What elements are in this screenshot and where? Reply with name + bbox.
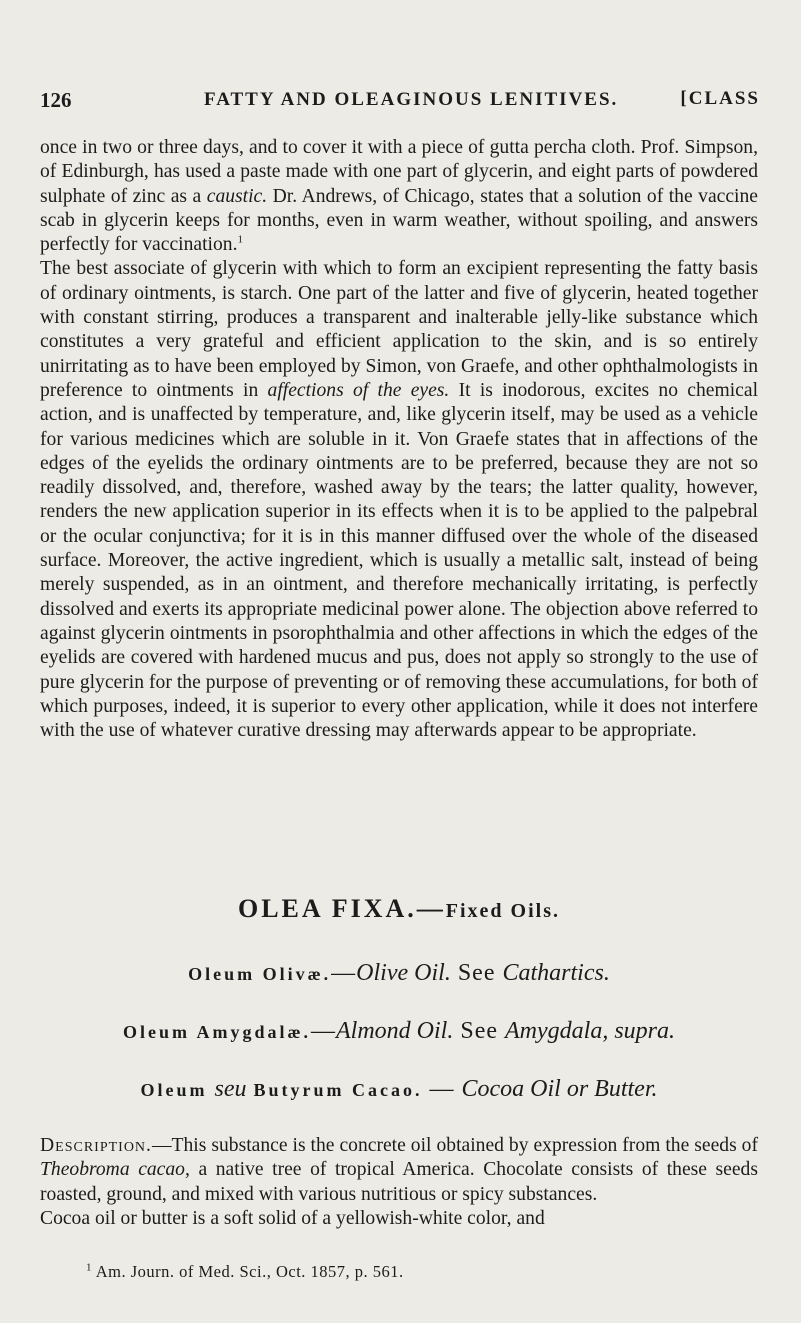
footnote-mark: 1 bbox=[86, 1261, 92, 1274]
body-text bbox=[40, 136, 758, 743]
class-mark: [CLASS bbox=[680, 88, 760, 109]
italic-term: affections of the eyes. bbox=[267, 379, 450, 401]
entry-latin-name: Oleum Amygdalæ. bbox=[123, 1022, 312, 1042]
entry-seu: seu bbox=[214, 1076, 247, 1102]
entry-cross-reference[interactable]: Amygdala, supra. bbox=[505, 1018, 675, 1044]
entry-cross-reference[interactable]: Cathartics. bbox=[502, 960, 610, 986]
text-run: Dr. Andrews, of Chicago, states that a solution of the vaccine scab in glycerin keeps for months, even in warm weather, without spoiling, and answers perfectly for vaccination. bbox=[40, 185, 758, 256]
description-block bbox=[40, 1134, 758, 1231]
footnote bbox=[86, 1262, 404, 1282]
italic-term: caustic. bbox=[206, 185, 268, 207]
entry-common-name: Olive Oil. bbox=[356, 960, 451, 986]
text-run: This substance is the concrete oil obtained by expression from the seeds of bbox=[171, 1135, 758, 1156]
paragraph-starch-excipient bbox=[40, 257, 758, 743]
entry-common-name: Almond Oil. bbox=[336, 1018, 454, 1044]
section-subtitle: Fixed Oils. bbox=[445, 900, 561, 922]
entry-oleum-amygdalae bbox=[40, 1018, 758, 1045]
entry-latin-name-part2: Butyrum Cacao. bbox=[253, 1080, 423, 1100]
entry-latin-name: Oleum Olivæ. bbox=[188, 964, 332, 984]
description-lead: Description. bbox=[40, 1135, 152, 1156]
paragraph-continuation bbox=[40, 136, 758, 257]
italic-term: Theobroma cacao, bbox=[40, 1159, 190, 1181]
description-paragraph bbox=[40, 1134, 758, 1207]
entry-oleum-olivae bbox=[40, 960, 758, 987]
entry-dash: — bbox=[331, 960, 357, 986]
description-paragraph-2 bbox=[40, 1207, 758, 1231]
footnote-text: Am. Journ. of Med. Sci., Oct. 1857, p. 561. bbox=[92, 1262, 404, 1281]
page-number: 126 bbox=[40, 88, 72, 112]
entry-dash: — bbox=[422, 1076, 462, 1102]
text-run: Cocoa oil or butter is a soft solid of a yellowish-white color, and bbox=[40, 1207, 545, 1229]
entry-latin-name-part1: Oleum bbox=[140, 1080, 208, 1100]
section-title-main: OLEA FIXA. bbox=[237, 894, 417, 923]
entry-oleum-cacao bbox=[40, 1076, 758, 1103]
text-run: a native tree of tropical America. Chocolate consists of these seeds roasted, ground, and mixed with various nutritious or spicy substances. bbox=[40, 1159, 758, 1205]
entry-see: See bbox=[450, 960, 503, 986]
entry-common-name: Cocoa Oil or Butter. bbox=[461, 1076, 658, 1102]
text-run: It is inodorous, excites no chemical action, and is unaffected by temperature, and, like glycerin itself, may be used as a vehicle for various medicines which are soluble in it. Von Graefe states that in affections of the edges of the eyelids the ordinary ointments are to be preferred, because they are not so readily dissolved, and, therefore, washed away by the tears; the latter quality, however, renders the new application superior in its effects when it is to be applied to the palpebral or the ocular conjunctiva; for it is in this manner diffused over the whole of the diseased surface. Moreover, the active ingredient, which is usually a metallic salt, instead of being merely suspended, as in an ointment, and therefore mechanically irritating, is perfectly dissolved and exerts its appropriate medicinal power alone. The objection above referred to against glycerin ointments in psorophthalmia and other affections in which the edges of the eyelids are covered with hardened mucus and pus, does not apply so strongly to the use of pure glycerin for the purpose of preventing or of removing these accumulations, for both of which purposes, indeed, it is superior to every other application, while it does not interfere with the use of whatever curative dressing may afterwards appear to be appropriate. bbox=[40, 379, 759, 742]
running-header bbox=[40, 88, 760, 114]
entry-see: See bbox=[453, 1018, 505, 1044]
entry-dash: — bbox=[311, 1018, 337, 1044]
text-run: The best associate of glycerin with which to form an excipient representing the fatty basis of ordinary ointments, is starch. One part of the latter and five of glycerin, heated together with constant stirring, produces a transparent and inalterable jelly-like substance which constitutes a very grateful and efficient application to the skin, and is so entirely unirritating as to have been employed by Simon, von Graefe, and other ophthalmologists in preference to ointments in bbox=[40, 258, 758, 401]
section-title-dash: — bbox=[416, 894, 446, 923]
text-run: once in two or three days, and to cover it with a piece of gutta percha cloth. Prof. Simpson, of Edinburgh, has used a paste made with one part of glycerin, and eight parts of powdered sulphate of zinc as a bbox=[40, 137, 758, 207]
description-dash: — bbox=[151, 1135, 172, 1156]
section-heading bbox=[40, 894, 758, 924]
footnote-reference[interactable]: 1 bbox=[237, 233, 243, 246]
running-title: FATTY AND OLEAGINOUS LENITIVES. bbox=[204, 89, 619, 110]
